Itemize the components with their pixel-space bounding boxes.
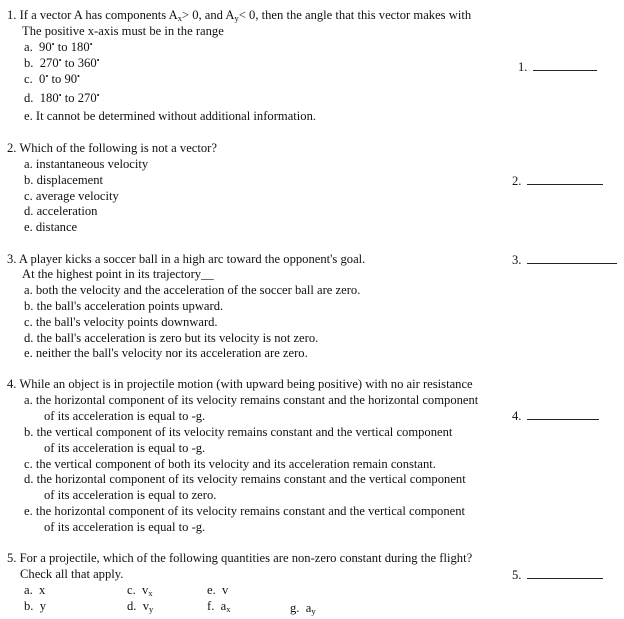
q5-option-a[interactable]: a. x bbox=[24, 583, 46, 597]
q3-stem-line2: At the highest point in its trajectory__ bbox=[22, 267, 214, 281]
q4-option-e-line2[interactable]: of its acceleration is equal to -g. bbox=[44, 520, 206, 534]
answer-blank bbox=[527, 409, 599, 420]
q3-option-d[interactable]: d. the ball's acceleration is zero but its velocity is not zero. bbox=[24, 331, 319, 345]
q2-option-c[interactable]: c. average velocity bbox=[24, 189, 119, 203]
q4-answer[interactable]: 4. bbox=[512, 409, 599, 423]
q3-answer[interactable]: 3. bbox=[512, 253, 617, 267]
q3-option-b[interactable]: b. the ball's acceleration points upward. bbox=[24, 299, 224, 313]
q2-option-b[interactable]: b. displacement bbox=[24, 173, 104, 187]
q4-option-e-line1[interactable]: e. the horizontal component of its velocity remains constant and the vertical component bbox=[24, 504, 465, 518]
q1-option-d[interactable]: d. 180• to 270• bbox=[24, 90, 100, 105]
q5-stem-line2: Check all that apply. bbox=[20, 567, 124, 581]
degree-icon: • bbox=[51, 39, 55, 49]
q4-option-c[interactable]: c. the vertical component of both its velocity and its acceleration remain constant. bbox=[24, 457, 436, 471]
q4-option-a-line2[interactable]: of its acceleration is equal to -g. bbox=[44, 409, 206, 423]
degree-icon: • bbox=[96, 55, 100, 65]
q4-option-b-line2[interactable]: of its acceleration is equal to -g. bbox=[44, 441, 206, 455]
q2-stem: 2. Which of the following is not a vector? bbox=[7, 141, 217, 155]
answer-blank bbox=[527, 568, 603, 579]
q4-stem: 4. While an object is in projectile motion (with upward being positive) with no air resistance bbox=[7, 377, 473, 391]
degree-icon: • bbox=[96, 90, 100, 100]
q3-stem-line1: 3. A player kicks a soccer ball in a high arc toward the opponent's goal. bbox=[7, 252, 366, 266]
q4-option-d-line2[interactable]: of its acceleration is equal to zero. bbox=[44, 488, 217, 502]
q5-option-g[interactable]: g. $a_y$ bbox=[290, 601, 316, 616]
answer-blank bbox=[527, 174, 603, 185]
degree-icon: • bbox=[58, 90, 62, 100]
q3-option-a[interactable]: a. both the velocity and the acceleration of the soccer ball are zero. bbox=[24, 283, 361, 297]
q1-answer[interactable]: 1. bbox=[518, 60, 597, 74]
degree-icon: • bbox=[58, 55, 62, 65]
degree-icon: • bbox=[89, 39, 93, 49]
q1-number: 1. bbox=[7, 8, 17, 22]
q5-option-b[interactable]: b. y bbox=[24, 599, 47, 613]
q2-answer[interactable]: 2. bbox=[512, 174, 603, 188]
degree-icon: • bbox=[77, 71, 81, 81]
q5-option-e[interactable]: e. v bbox=[207, 583, 229, 597]
q5-option-f[interactable]: f. $a_x$ bbox=[207, 599, 231, 614]
q5-stem-line1: 5. For a projectile, which of the following quantities are non-zero constant during the flight? bbox=[7, 551, 473, 565]
q1-stem-line2: The positive x-axis must be in the range bbox=[22, 24, 224, 38]
q1-option-b[interactable]: b. 270• to 360• bbox=[24, 55, 100, 70]
q4-option-a-line1[interactable]: a. the horizontal component of its velocity remains constant and the horizontal component bbox=[24, 393, 479, 407]
q2-option-d[interactable]: d. acceleration bbox=[24, 204, 98, 218]
q5-answer[interactable]: 5. bbox=[512, 568, 603, 582]
q5-option-d[interactable]: d. $v_y$ bbox=[127, 599, 154, 614]
q2-option-e[interactable]: e. distance bbox=[24, 220, 78, 234]
answer-blank bbox=[533, 60, 597, 71]
degree-icon: • bbox=[45, 71, 49, 81]
q1-option-c[interactable]: c. 0• to 90• bbox=[24, 71, 81, 86]
q1-option-e[interactable]: e. It cannot be determined without additional information. bbox=[24, 109, 317, 123]
q1-option-a[interactable]: a. 90• to 180• bbox=[24, 39, 93, 54]
q1-stem-line1: 1. If a vector A has components $A_x> 0$, and $A_y< 0$, then the angle that this vector makes with bbox=[7, 8, 472, 23]
q3-option-e[interactable]: e. neither the ball's velocity nor its acceleration are zero. bbox=[24, 346, 308, 360]
q4-option-d-line1[interactable]: d. the horizontal component of its velocity remains constant and the vertical component bbox=[24, 472, 466, 486]
q5-option-c[interactable]: c. $v_x$ bbox=[127, 583, 153, 598]
answer-blank bbox=[527, 253, 617, 264]
q4-option-b-line1[interactable]: b. the vertical component of its velocity remains constant and the vertical component bbox=[24, 425, 453, 439]
q2-option-a[interactable]: a. instantaneous velocity bbox=[24, 157, 149, 171]
q3-option-c[interactable]: c. the ball's velocity points downward. bbox=[24, 315, 218, 329]
